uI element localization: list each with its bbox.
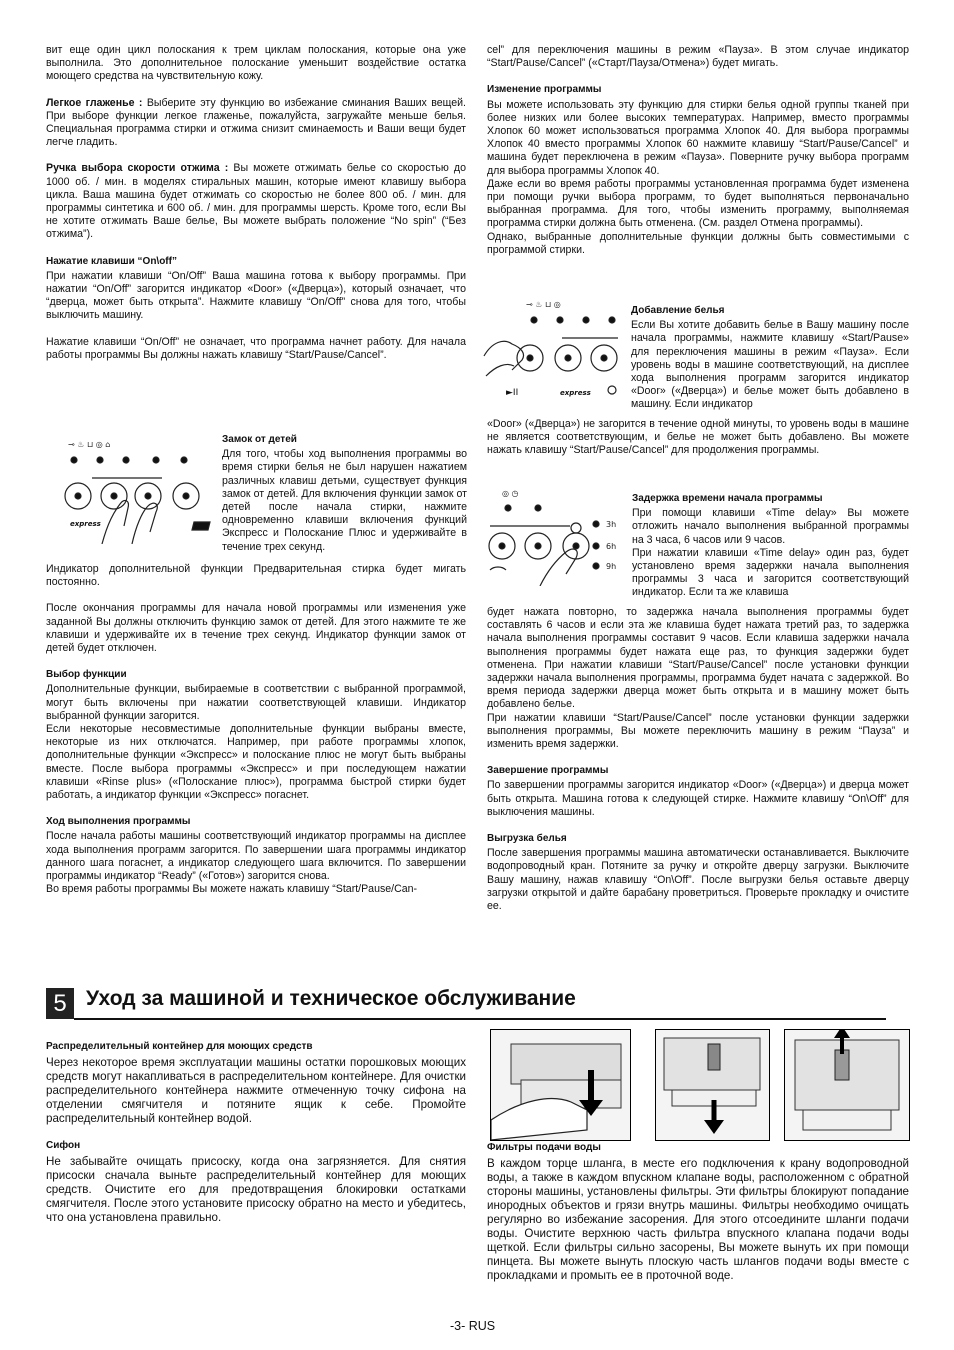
child-lock-text-full: Индикатор дополнительной функции Предварительная стирка будет мигать постоянно. [46, 563, 466, 589]
add-laundry-text-full: «Door» («Дверца») не загорится в течение одной минуты, то уровень воды в машине не является соответствующим, и белье не может быть добавлено. Вы можете нажать клавишу “Start/Pause/Cancel” для продолжения программы. [487, 418, 909, 457]
child-lock-heading: Замок от детей [222, 434, 297, 445]
time-delay-heading: Задержка времени начала программы [632, 493, 823, 504]
unload-heading: Выгрузка белья [487, 833, 567, 845]
left-column [46, 44, 466, 375]
onoff-heading: Нажатие клавиши “On\off” [46, 255, 177, 267]
filters-text: В каждом торце шланга, в месте его подключения к крану водопроводной воды, а также в каждом впускном клапане воды, расположенном с обратной стороны машины, установлены фильтры. Эти фильтры блокируют попадание инородных объектов и грязи внутрь машины. Фильтры необходимо очищать регулярно во избежание засорения. Для этого отсоедините шланги подачи воды. Очистите верхнюю часть фильтра впускного клапана подачи воды щеткой. Если фильтры сильно засорены, Вы можете вынуть их при помощи пинцета. Вы можете вынуть плоскую часть шлангов подачи воды вместе с прокладками и промыть ее в проточной воде. [487, 1157, 909, 1282]
child-lock-panel-illustration [62, 436, 218, 544]
play-pause-label: ►II [506, 388, 519, 398]
progress-heading: Ход выполнения программы [46, 816, 191, 828]
progress-text-1: После начала работы машины соответствующий индикатор программы на дисплее хода выполнения программ загорится. По завершении шага программы индикатор данного шага погаснет, а индикатор следующего шага включится. По завершении программы индикатор “Ready” («Готов») загорится снова. [46, 830, 466, 883]
spin-paragraph [46, 162, 466, 241]
easy-iron-paragraph [46, 97, 466, 150]
express-label-2: express [560, 389, 591, 397]
siphon-heading: Сифон [46, 1140, 81, 1151]
func-text-1: Дополнительные функции, выбираемые в соответствии с выбранной программой, могут быть включены при нажатии соответствующей клавиши. Индикатор выбранной функции загорится. [46, 683, 466, 722]
siphon-text: Не забывайте очищать присоску, когда она загрязняется. Для снятия присоски сначала выньте распределительный контейнер для моющих средств. Очистите его для предотвращения блокировки остатками смягчителя. После этого установите присоску обратно на место и убедитесь, что она установлена правильно. [46, 1155, 466, 1224]
time-delay-text-2: При нажатии клавиши “Start/Pause/Cancel” после установки функции задержки выполнения программы, Вы можете переключить машину в режим “Пауза” и изменить время задержки. [487, 711, 909, 751]
delay-6h-label: 6h [606, 542, 617, 551]
delay-9h-label: 9h [606, 562, 617, 571]
section-title: Уход за машиной и техническое обслуживание [86, 987, 576, 1010]
add-laundry-text-side: Если Вы хотите добавить белье в Вашу машину после начала программы, нажмите клавишу «Start/Pause» для переключения машины в режим «Пауза». Если уровень воды в машине соответствующий, на дисплее хода выполнения программ загорится индикатор «Door» («Дверца») и белье может быть добавлено в машину. Если индикатор [631, 319, 909, 411]
progress-text-2: Во время работы программы Вы можете нажать клавишу “Start/Pause/Can- [46, 883, 418, 896]
onoff-text-1: При нажатии клавиши “On/Off” Ваша машина готова к выбору программы. При нажатии “On/Off” загорится индикатор «Door» («Дверца»), который означает, что “дверца, может быть открыта”. Нажмите клавишу “On/Off” снова для того, чтобы выключить машину. [46, 269, 466, 322]
delay-3h-label: 3h [606, 520, 617, 529]
intro-text: вит еще один цикл полоскания к трем циклам полоскания, которые она уже выполнила. Это дополнительное полоскание уменьшит воздействие остатка моющего средства на чувствительную кожу. [46, 44, 466, 83]
change-text-1: Вы можете использовать эту функцию для стирки белья одной группы тканей при более низких или более высоких температурах. Например, вместо программы Хлопок 60 может использоваться программа Хлопок 40. Для выбора программы Хлопок 40 вместо программы Хлопок 60 нажмите клавишу “Start/Pause/Cancel” и машина будет переключена в режим «Пауза». Поверните ручку выбора программ для выбора программы Хлопок 40. [487, 98, 909, 177]
filters-heading: Фильтры подачи воды [487, 1142, 601, 1153]
add-laundry-side-block [631, 304, 909, 412]
care-left-column [46, 1040, 466, 1225]
right-column [487, 44, 909, 257]
dispenser-photo-3 [784, 1029, 910, 1141]
change-text-2: Даже если во время работы программы установленная программа будет изменена при помощи ручки выбора программ, то будет выполняться первоначально выбранная программа. Для того, чтобы изменить программу, выполняемая программа стирки должна быть отменена. (См. раздел Отмена программы). [487, 177, 909, 230]
svg-text:◎ ◷: ◎ ◷ [502, 489, 519, 498]
unload-text: После завершения программы машина автоматически останавливается. Выключите водопроводный кран. Потяните за ручку и откройте дверцу загрузки. Выключите Вашу машину, нажав клавишу “On\Off”. После выгрузки белья оставьте дверцу загрузки открытой и дайте барабану проветриться. Проверьте прокладку и очистите ее. [487, 847, 909, 913]
spin-text: Вы можете отжимать белье со скоростью до 1000 об. / мин. в моделях стиральных машин, которые имеют клавишу выбора цикла. Ваша машина будет отжимать со скоростью не более 800 об. / мин. для программы синтетика и 600 об. / мин. для программы шерсть. Кроме того, если Вы не хотите отжимать Ваше белье, Вы можете выбрать положение “No spin” (“Без отжима”). [46, 162, 466, 241]
dispenser-text: Через некоторое время эксплуатации машины остатки порошковых моющих средств могут накапливаться в распределительном контейнере. Для очистки распределительного контейнера нажмите отмеченную точку сифона на отделении смягчителя и потяните ящик к себе. Промойте распределительный контейнер водой. [46, 1056, 466, 1125]
right-column-lower [487, 606, 909, 913]
child-lock-text-side: Для того, чтобы ход выполнения программы во время стирки белья не был нарушен нажатием различных клавиш детьми, существует функция замок от детей. Для включения функции замок от детей после начала стирки, нажмите одновременно клавиши включения функций Экспресс и Полоскание Плюс и удерживайте в течение трех секунд. [222, 448, 467, 553]
add-laundry-full-block [487, 418, 909, 458]
section-rule [74, 1018, 886, 1020]
onoff-text-2: Нажатие клавиши “On/Off” не означает, что программа начнет работу. Для начала работы программы Вы должны нажать клавишу “Start/Pause/Cancel”. [46, 335, 466, 361]
right-cont-text: cel” для переключения машины в режим «Пауза». В этом случае индикатор “Start/Pause/Cancel” («Старт/Пауза/Отмена») будет мигать. [487, 44, 909, 70]
spin-title: Ручка выбора скорости отжима : [46, 162, 229, 175]
section-number: 5 [46, 988, 74, 1019]
dispenser-heading: Распределительный контейнер для моющих средств [46, 1041, 313, 1052]
time-delay-panel-illustration [486, 486, 626, 586]
change-text-3: Однако, выбранные дополнительные функции должны быть совместимыми с программой стирки. [487, 230, 909, 256]
left-column-lower [46, 563, 466, 896]
func-heading: Выбор функции [46, 669, 127, 681]
dispenser-photo-2 [655, 1029, 770, 1141]
time-delay-text-side-1: При помощи клавиши «Time delay» Вы можете отложить начало выполнения выбранной программы на 3 часа, 6 часов или 9 часов. [632, 507, 909, 546]
svg-text:⊸ ♨ ⊔ ◎: ⊸ ♨ ⊔ ◎ [526, 300, 561, 309]
add-laundry-panel-illustration [482, 296, 626, 402]
time-delay-side-block [632, 492, 909, 600]
express-label-1: express [70, 520, 101, 528]
care-right-column [487, 1141, 909, 1283]
add-laundry-heading: Добавление белья [631, 305, 725, 316]
func-text-2: Если некоторые несовместимые дополнительные функции выбраны вместе, некоторые из них отключатся. Например, при работе программы хлопок, дополнительные функции «Экспресс» и полоскание плюс не могут быть выбраны вместе. После выбора программы «Экспресс» и при последующем нажатии клавиши «Rinse plus» («Полоскание плюс»), программа быстрой стирки будет работать, а индикатор функции «Экспресс» погаснет. [46, 723, 466, 802]
section-header [46, 985, 886, 1021]
finish-heading: Завершение программы [487, 765, 609, 777]
easy-iron-text: Выберите эту функцию во избежание сминания Ваших вещей. При выборе функции легкое глаженье, пожалуйста, загружайте меньше белья. Специальная программа стирки и отжима снизит сминаемость и Ваши вещи будет легче гладить. [46, 96, 466, 149]
child-lock-text-2: После окончания программы для начала новой программы или изменения уже заданной Вы должны отключить функцию замок от детей. Для этого нажмите те же клавиши и удерживайте их в течение трех секунд. Индикатор функции замок от детей будет отключен. [46, 602, 466, 655]
child-lock-side-block [222, 433, 467, 554]
time-delay-text-side-2: При нажатии клавиши «Time delay» один раз, будет установлено время задержки начала выполнения программы 3 часа и загорится соответствующий индикатор. Если та же клавиша [632, 546, 909, 599]
easy-iron-title: Легкое глаженье : [46, 96, 143, 109]
dispenser-photo-1 [490, 1029, 631, 1141]
time-delay-text-full: будет нажата повторно, то задержка начала выполнения программы будет составлять 6 часов и если эта же клавиша будет нажата третий раз, то задержка начала выполнения программы составит 9 часов. Если клавиша задержки начала выполнения программы будет нажата еще раз, то функция задержки будет отменена. При нажатии клавиши “Start/Pause/Cancel” после установки функции задержки начала выполнения программы, программа будет начата с задержкой. Во время периода задержки дверца может быть открыта и в машину может быть добавлено белье. [487, 606, 909, 711]
svg-text:⊸ ♨ ⊔ ◎ ⌂: ⊸ ♨ ⊔ ◎ ⌂ [68, 440, 111, 449]
change-heading: Изменение программы [487, 84, 602, 96]
finish-text: По завершении программы загорится индикатор «Door» («Дверца») и дверца может быть открыта. Машина готова к следующей стирке. Нажмите клавишу “On\Off” для выключения машины. [487, 779, 909, 818]
page-number: -3- RUS [450, 1319, 496, 1333]
